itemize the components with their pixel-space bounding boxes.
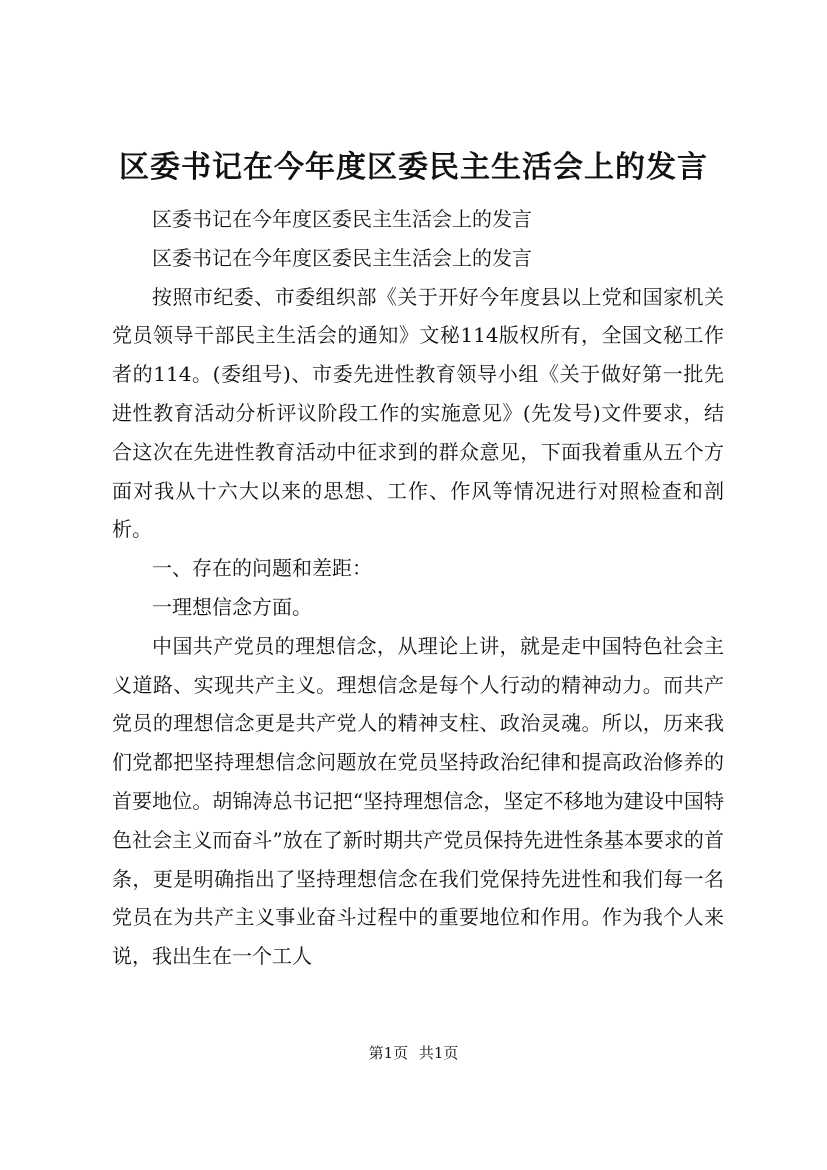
paragraph: 按照市纪委、市委组织部《关于开好今年度县以上党和国家机关党员领导干部民主生活会的通知》文秘114版权所有，全国文秘工作者的114。(委组号)、市委先进性教育领导小组《关于做好第一批先进性教育活动分析评议阶段工作的实施意见》(先发号)文件要求，结合这次在先进性教育活动中征求到的群众意见，下面我着重从五个方面对我从十六大以来的思想、工作、作风等情况进行对照检查和剖析。 xyxy=(112,284,724,542)
page-footer xyxy=(0,1043,827,1063)
paragraph: 区委书记在今年度区委民主生活会上的发言 xyxy=(152,245,532,270)
paragraph: 一理想信念方面。 xyxy=(152,594,312,619)
paragraph: 一、存在的问题和差距： xyxy=(152,556,372,581)
document-title: 区委书记在今年度区委民主生活会上的发言 xyxy=(119,150,708,185)
page-total: 共1页 xyxy=(418,1044,459,1062)
document-body xyxy=(112,200,724,976)
paragraph: 中国共产党员的理想信念，从理论上讲，就是走中国特色社会主义道路、实现共产主义。理想信念是每个人行动的精神动力。而共产党员的理想信念更是共产党人的精神支柱、政治灵魂。所以，历来我们党都把坚持理想信念问题放在党员坚持政治纪律和提高政治修养的首要地位。胡锦涛总书记把“坚持理想信念，坚定不移地为建设中国特色社会主义而奋斗”放在了新时期共产党员保持先进性条基本要求的首条，更是明确指出了坚持理想信念在我们党保持先进性和我们每一名党员在为共产主义事业奋斗过程中的重要地位和作用。作为我个人来说，我出生在一个工人 xyxy=(112,633,724,969)
page-number: 第1页 xyxy=(368,1044,409,1062)
paragraph: 区委书记在今年度区委民主生活会上的发言 xyxy=(152,207,532,231)
